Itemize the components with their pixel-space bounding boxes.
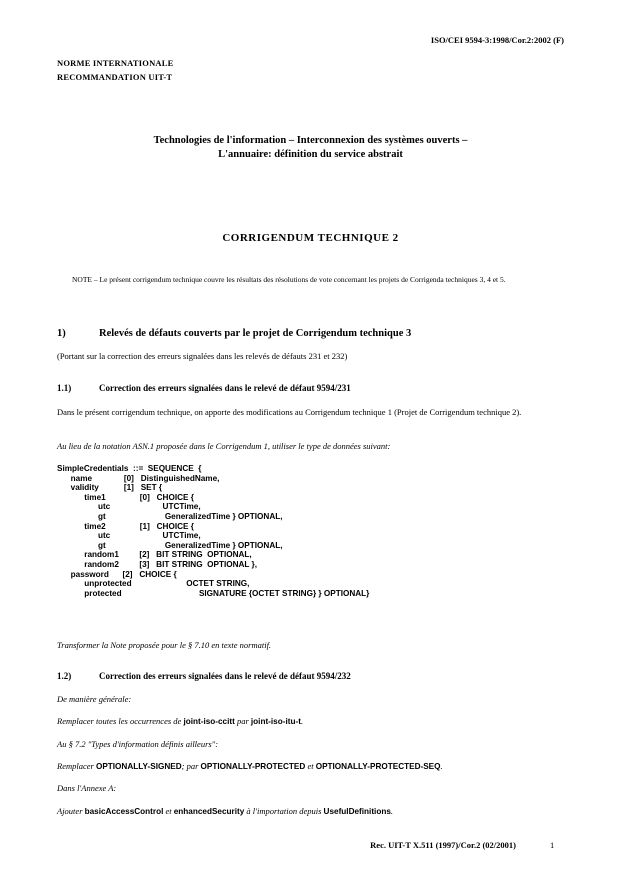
r2-pre: Remplacer xyxy=(57,761,96,771)
annex-a-label: Dans l'Annexe A: xyxy=(57,783,117,793)
title-line1: Technologies de l'information – Interconnexion des systèmes ouverts – xyxy=(153,135,468,146)
note-paragraph: NOTE – Le présent corrigendum technique couvre les résultats des résolutions de vote concernant les projets de Corrigenda techniques 3, 4 et 5. xyxy=(72,275,506,284)
code-line: random2 [3] BIT STRING OPTIONAL }, xyxy=(57,559,258,569)
code-line: name [0] DistinguishedName, xyxy=(57,473,220,483)
code-line: protected SIGNATURE {OCTET STRING} } OPTIONAL} xyxy=(57,588,370,598)
r2-end: . xyxy=(440,761,443,771)
keyword-useful-definitions: UsefulDefinitions xyxy=(323,807,391,816)
title-line2: L'annuaire: définition du service abstrait xyxy=(218,149,403,160)
section-1-title: Relevés de défauts couverts par le projet de Corrigendum technique 3 xyxy=(99,328,412,339)
code-line: utc UTCTime, xyxy=(57,502,201,512)
a-mid2: à l'importation depuis xyxy=(244,806,324,816)
replace-optionally-line xyxy=(57,761,564,772)
section-1-1-title: Correction des erreurs signalées dans le relevé de défaut 9594/231 xyxy=(99,383,351,393)
section-1-1-para1: Dans le présent corrigendum technique, on apporte des modifications au Corrigendum technique 1 (Projet de Corrigendum technique 2). xyxy=(57,407,522,417)
code-line: time2 [1] CHOICE { xyxy=(57,521,194,531)
a-end: . xyxy=(390,806,393,816)
keyword-optionally-signed: OPTIONALLY-SIGNED xyxy=(95,762,182,771)
section-1-subtitle: (Portant sur la correction des erreurs signalées dans les relevés de défauts 231 et 232) xyxy=(57,351,348,361)
add-import-line xyxy=(57,806,564,817)
asn1-code-block xyxy=(57,464,369,598)
code-line: time1 [0] CHOICE { xyxy=(57,492,194,502)
replace-ccitt-line xyxy=(57,716,564,727)
code-line: utc UTCTime, xyxy=(57,531,201,541)
replace-mid: par xyxy=(234,716,251,726)
code-line: SimpleCredentials ::= SEQUENCE { xyxy=(57,464,202,473)
code-line: random1 [2] BIT STRING OPTIONAL, xyxy=(57,550,252,560)
document-title xyxy=(57,134,564,162)
section-1-2-heading xyxy=(57,671,351,681)
section-7-2-label: Au § 7.2 "Types d'information définis ailleurs": xyxy=(57,739,219,749)
a-pre: Ajouter xyxy=(57,806,85,816)
code-line: gt GeneralizedTime } OPTIONAL, xyxy=(57,511,283,521)
keyword-joint-iso-itu-t: joint-iso-itu-t xyxy=(250,717,301,726)
section-1-2-title: Correction des erreurs signalées dans le relevé de défaut 9594/232 xyxy=(99,671,351,681)
footer-reference: Rec. UIT-T X.511 (1997)/Cor.2 (02/2001) xyxy=(370,840,516,850)
code-line: password [2] CHOICE { xyxy=(57,569,177,579)
section-1-number: 1) xyxy=(57,328,66,339)
keyword-optionally-protected-seq: OPTIONALLY-PROTECTED-SEQ xyxy=(315,762,441,771)
section-1-heading xyxy=(57,328,411,339)
keyword-basic-access-control: basicAccessControl xyxy=(84,807,164,816)
page-number: 1 xyxy=(550,840,555,850)
replace-end: . xyxy=(300,716,304,726)
general-label: De manière générale: xyxy=(57,694,132,704)
r2-mid2: et xyxy=(305,761,316,771)
section-1-1-para3: Transformer la Note proposée pour le § 7.10 en texte normatif. xyxy=(57,640,272,650)
code-line: gt GeneralizedTime } OPTIONAL, xyxy=(57,540,283,550)
standard-type-line1: NORME INTERNATIONALE xyxy=(57,58,174,68)
section-1-1-number: 1.1) xyxy=(57,383,72,393)
r2-mid1: ; par xyxy=(181,761,201,771)
section-1-2-number: 1.2) xyxy=(57,671,72,681)
section-1-1-heading xyxy=(57,383,351,393)
code-line: validity [1] SET { xyxy=(57,483,163,493)
keyword-optionally-protected: OPTIONALLY-PROTECTED xyxy=(200,762,306,771)
standard-type-line2: RECOMMANDATION UIT-T xyxy=(57,72,173,82)
corrigendum-heading: CORRIGENDUM TECHNIQUE 2 xyxy=(222,232,399,244)
section-1-1-para2: Au lieu de la notation ASN.1 proposée dans le Corrigendum 1, utiliser le type de données suivant: xyxy=(57,441,391,451)
document-reference: ISO/CEI 9594-3:1998/Cor.2:2002 (F) xyxy=(430,35,564,45)
replace-pre: Remplacer toutes les occurrences de xyxy=(57,716,184,726)
a-mid1: et xyxy=(163,806,174,816)
keyword-joint-iso-ccitt: joint-iso-ccitt xyxy=(183,717,235,726)
keyword-enhanced-security: enhancedSecurity xyxy=(173,807,245,816)
code-line: unprotected OCTET STRING, xyxy=(57,579,250,589)
